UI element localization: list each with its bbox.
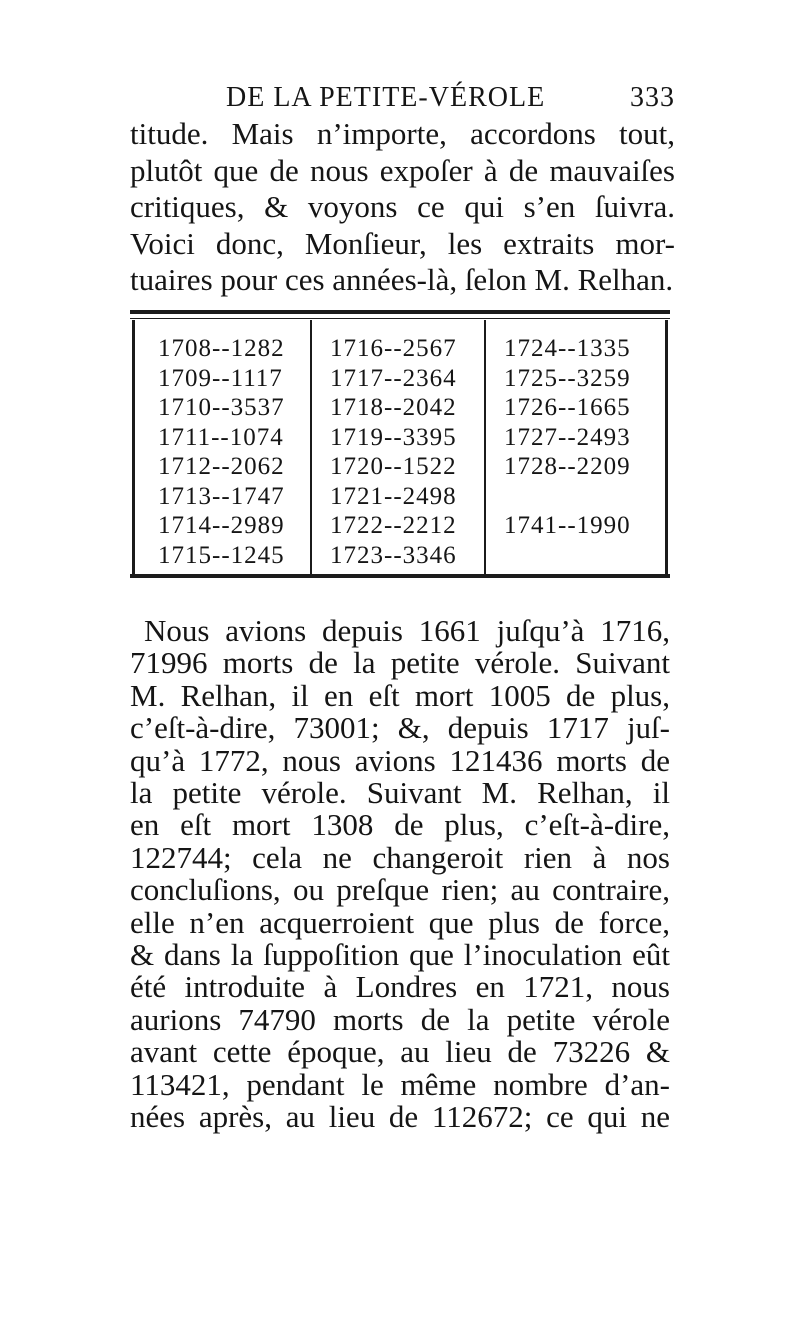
table-entry: 1708--1282: [158, 335, 285, 362]
page-number: 333: [630, 82, 675, 113]
table-entry: 1721--2498: [330, 482, 457, 510]
table-entry: 1711--1074: [158, 423, 284, 451]
text-line: 71996 morts de la petite vérole. Suivant: [130, 645, 670, 681]
table-entry: 1719--3395: [330, 423, 457, 451]
text-line: elle n’en acquerroient que plus de force,: [130, 904, 670, 940]
table-entry: 1714--2989: [158, 512, 285, 539]
text-line: & dans la ſuppoſition que l’inoculation eût: [130, 937, 670, 973]
text-line: concluſions, ou preſque rien; au contraire,: [130, 872, 670, 908]
table-entry: 1718--2042: [330, 394, 457, 421]
text-line: Nous avions depuis 1661 juſqu’à 1716,: [144, 613, 670, 648]
table-entry: 1715--1245: [158, 541, 285, 569]
table-entry: 1722--2212: [330, 512, 457, 539]
table-top-thin-rule: [130, 318, 670, 319]
table-entry: 1728--2209: [504, 453, 631, 480]
table-entry: 1724--1335: [504, 335, 631, 362]
text-line: en eſt mort 1308 de plus, c’eſt-à-dire,: [130, 807, 670, 843]
table-entry: 1720--1522: [330, 453, 457, 480]
running-title: DE LA PETITE-VÉROLE: [226, 82, 546, 113]
text-line: été introduite à Londres en 1721, nous: [130, 969, 670, 1005]
table-entry: [504, 541, 631, 571]
text-line: qu’à 1772, nous avions 121436 morts de: [130, 742, 670, 778]
table-entry: 1725--3259: [504, 364, 631, 392]
table-column-divider: [484, 320, 486, 574]
paragraph-intro: [130, 116, 675, 299]
table-right-rule: [665, 320, 668, 574]
table-top-rule: [130, 310, 670, 314]
table-left-rule: [132, 320, 135, 574]
text-line: 113421, pendant le même nombre d’an-: [130, 1066, 670, 1102]
table-entry: 1713--1747: [158, 482, 285, 510]
text-line: critiques, & voyons ce qui s’en ſuivra.: [130, 189, 675, 224]
table-entry: 1726--1665: [504, 394, 631, 421]
table-bottom-rule: [130, 574, 670, 578]
text-line: M. Relhan, il en eſt mort 1005 de plus,: [130, 677, 670, 713]
table-column-1: [158, 334, 285, 570]
table-entry: [504, 482, 631, 512]
text-line: plutôt que de nous expoſer à de mauvaiſes: [130, 152, 675, 188]
text-line: c’eſt-à-dire, 73001; &, depuis 1717 juſ-: [130, 710, 670, 746]
mortality-table: [130, 310, 670, 580]
table-column-2: [330, 334, 457, 570]
table-entry: 1710--3537: [158, 394, 285, 421]
table-column-3: [504, 334, 631, 570]
table-column-divider: [310, 320, 312, 574]
table-entry: 1716--2567: [330, 335, 457, 362]
page-header: [130, 78, 675, 118]
table-entry: 1741--1990: [504, 512, 631, 539]
text-line: tuaires pour ces années-là, ſelon M. Relhan.: [130, 262, 674, 297]
text-line: 122744; cela ne changeroit rien à nos: [130, 839, 670, 875]
paragraph-analysis: [130, 615, 670, 1134]
table-entry: 1723--3346: [330, 541, 457, 569]
text-line: titude. Mais n’importe, accordons tout,: [130, 116, 675, 151]
table-entry: 1712--2062: [158, 453, 285, 480]
table-entry: 1709--1117: [158, 364, 283, 392]
text-line: la petite vérole. Suivant M. Relhan, il: [130, 775, 670, 811]
text-line: Voici donc, Monſieur, les extraits mor-: [130, 225, 675, 261]
text-line: aurions 74790 morts de la petite vérole: [130, 1001, 670, 1037]
table-entry: 1717--2364: [330, 364, 457, 392]
text-line: avant cette époque, au lieu de 73226 &: [130, 1034, 670, 1070]
text-line: nées après, au lieu de 112672; ce qui ne: [130, 1099, 670, 1135]
table-entry: 1727--2493: [504, 423, 631, 451]
